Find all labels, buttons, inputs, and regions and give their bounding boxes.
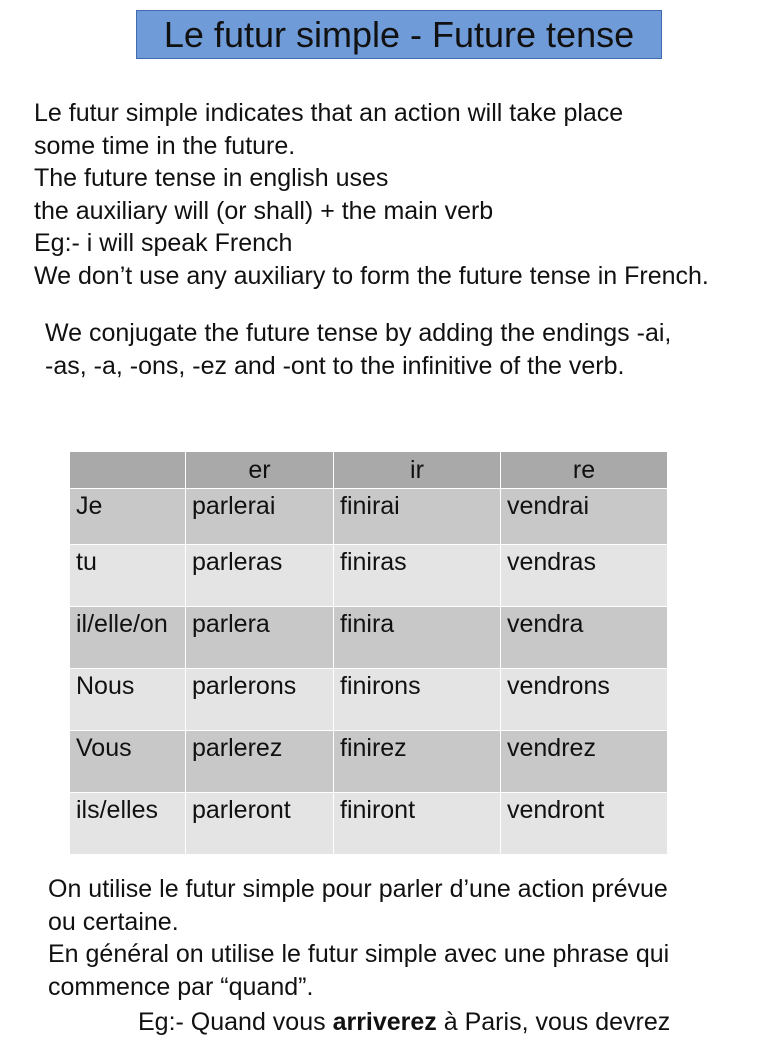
er-cell: parlerons (186, 669, 334, 731)
header-cell-pronoun (70, 452, 186, 489)
intro-line: Eg:- i will speak French (34, 229, 293, 257)
pronoun-cell: il/elle/on (70, 607, 186, 669)
intro-line: some time in the future. (34, 131, 296, 160)
er-cell: parlerez (186, 731, 334, 793)
er-cell: parlera (186, 607, 334, 669)
re-cell: vendrez (501, 731, 668, 793)
usage-line: On utilise le futur simple pour parler d’une action prévue (48, 875, 668, 903)
conjugation-line: -as, -a, -ons, -ez and -ont to the infinitive of the verb. (45, 351, 625, 380)
usage-paragraph (48, 873, 669, 1003)
er-cell: parleras (186, 545, 334, 607)
re-cell: vendras (501, 545, 668, 607)
intro-line: The future tense in english uses (34, 164, 389, 192)
usage-line: ou certaine. (48, 907, 179, 936)
pronoun-cell: Nous (70, 669, 186, 731)
er-cell: parlerai (186, 489, 334, 545)
example-suffix: à Paris, vous devrez (436, 1008, 671, 1036)
conjugation-table (70, 452, 668, 855)
ir-cell: finirons (334, 669, 501, 731)
pronoun-cell: Je (70, 489, 186, 545)
ir-cell: finirai (334, 489, 501, 545)
re-cell: vendrai (501, 489, 668, 545)
table-header-row (70, 452, 668, 489)
usage-line: En général on utilise le futur simple avec une phrase qui (48, 940, 670, 968)
conjugation-paragraph (45, 317, 671, 382)
intro-line: Le futur simple indicates that an action will take place (34, 99, 624, 127)
ir-cell: finirez (334, 731, 501, 793)
re-cell: vendront (501, 793, 668, 855)
title-text: Le futur simple - Future tense (163, 13, 635, 55)
header-cell-er: er (186, 452, 334, 489)
pronoun-cell: Vous (70, 731, 186, 793)
table-row (70, 607, 668, 669)
intro-line: We don’t use any auxiliary to form the future tense in French. (34, 261, 709, 290)
example-sentence (138, 1008, 670, 1037)
usage-line: commence par “quand”. (48, 972, 314, 1001)
conjugation-line: We conjugate the future tense by adding the endings -ai, (45, 319, 672, 347)
header-cell-re: re (501, 452, 668, 489)
example-prefix: Eg:- Quand vous (138, 1008, 333, 1036)
er-cell: parleront (186, 793, 334, 855)
table-row (70, 545, 668, 607)
table-row (70, 731, 668, 793)
page-title (136, 10, 662, 59)
pronoun-cell: ils/elles (70, 793, 186, 855)
table-row (70, 793, 668, 855)
header-cell-ir: ir (334, 452, 501, 489)
ir-cell: finira (334, 607, 501, 669)
re-cell: vendra (501, 607, 668, 669)
pronoun-cell: tu (70, 545, 186, 607)
ir-cell: finiront (334, 793, 501, 855)
intro-line: the auxiliary will (or shall) + the main verb (34, 196, 494, 225)
intro-paragraph (34, 97, 709, 292)
ir-cell: finiras (334, 545, 501, 607)
example-verb: arriverez (332, 1008, 437, 1036)
table-row (70, 489, 668, 545)
re-cell: vendrons (501, 669, 668, 731)
table-row (70, 669, 668, 731)
